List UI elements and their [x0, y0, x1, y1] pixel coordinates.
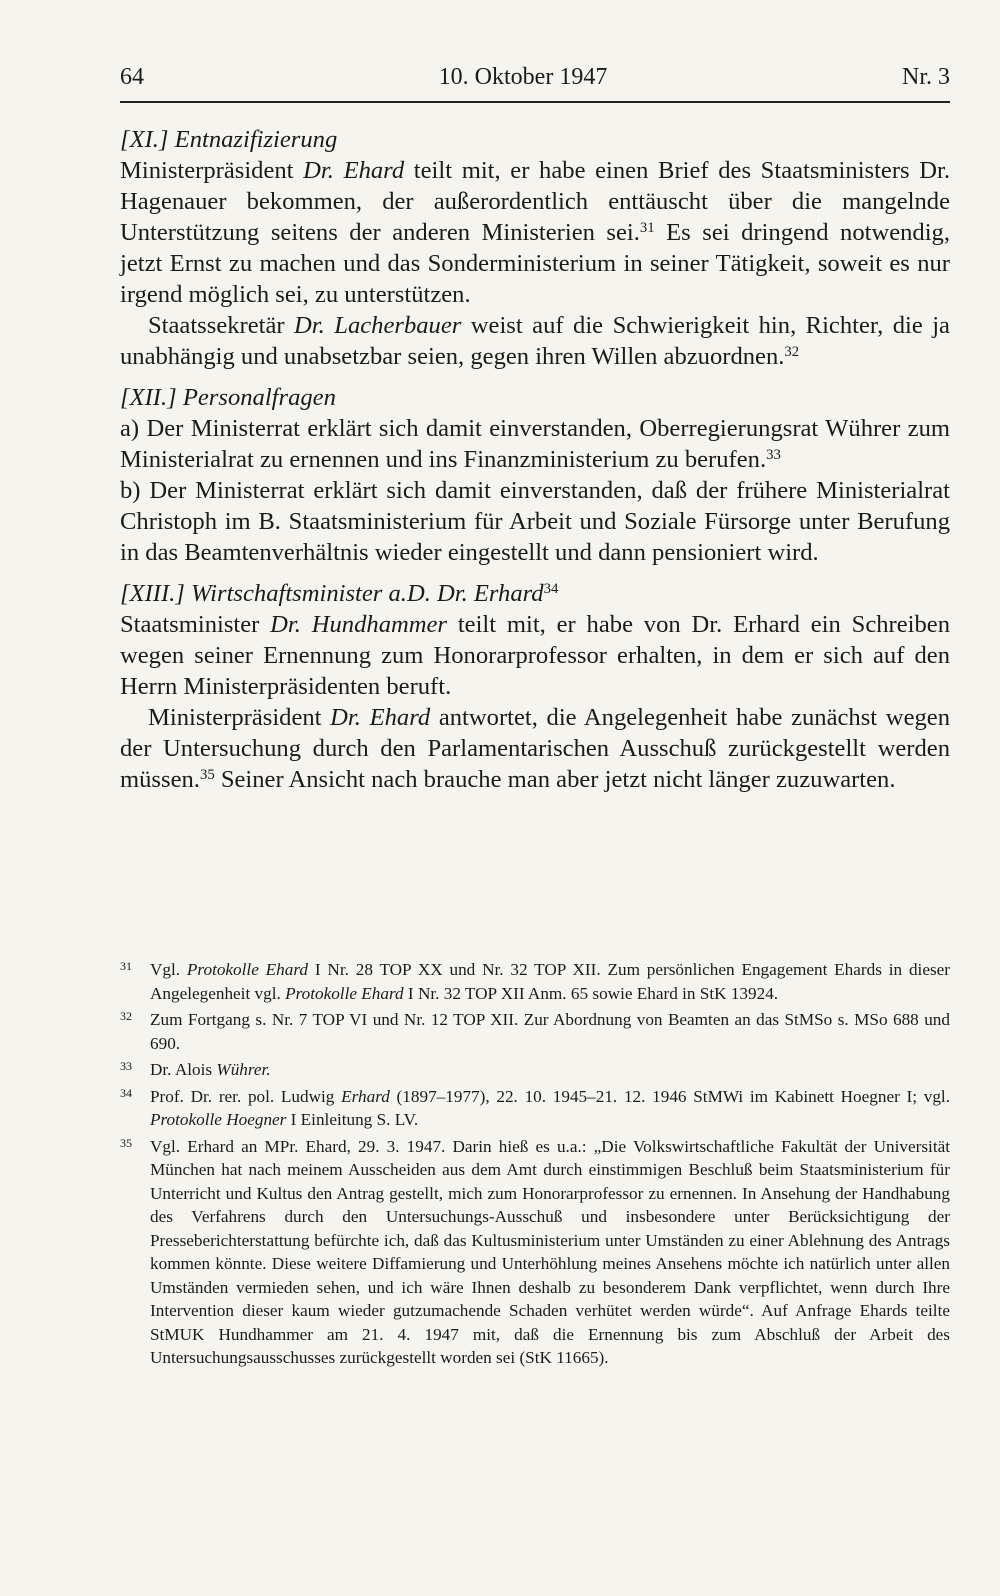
section-heading-xii [120, 382, 950, 413]
text-run: (1897–1977), 22. 10. 1945–21. 12. 1946 StMWi im Kabinett Hoegner I; vgl. [389, 1086, 951, 1106]
section-title: Wirtschaftsminister a.D. Dr. Erhard [191, 580, 544, 607]
text-run: I Einleitung S. LV. [286, 1110, 419, 1129]
paragraph [120, 702, 950, 795]
page-number: 64 [120, 64, 144, 90]
text-run: Es sei dringend notwendig, jetzt Ernst zu machen und das Sonderministerium in seiner Tätigkeit, soweit es nur irgend möglich sei, zu unterstützen. [120, 219, 950, 308]
footnote-32 [120, 1008, 950, 1055]
footnote-ref[interactable]: 35 [199, 766, 215, 783]
text-run: Staatsminister [120, 611, 271, 638]
text-run: teilt mit, er habe von Dr. Erhard ein Schreiben wegen seiner Ernennung zum Honorarprofessor erhalten, in dem er sich auf den Herrn Ministerpräsidenten beruft. [120, 611, 950, 700]
footnotes [120, 958, 950, 1373]
running-header [120, 62, 950, 92]
person-name: Wührer. [216, 1060, 271, 1079]
person-name: Dr. Ehard [303, 157, 405, 184]
text-run: weist auf die Schwierigkeit hin, Richter, die ja unabhängig und unabsetzbar seien, gegen ihren Willen abzuordnen. [120, 312, 950, 370]
footnote-number: 32 [120, 1009, 132, 1023]
text-run: I Nr. 32 TOP XII Anm. 65 sowie Ehard in StK 13924. [403, 983, 779, 1003]
citation-title: Protokolle Ehard [186, 960, 309, 979]
text-run: Seiner Ansicht nach brauche man aber jetzt nicht länger zuzuwarten. [214, 766, 896, 793]
footnote-number: 35 [120, 1135, 132, 1150]
citation-title: Protokolle Ehard [285, 983, 404, 1003]
text-run: Prof. Dr. rer. pol. Ludwig [150, 1086, 342, 1106]
text-run: antwortet, die Angelegenheit habe zunächst wegen der Untersuchung durch den Parlamentarischen Ausschuß zurückgestellt werden müssen. [120, 704, 950, 793]
section-heading-xi [120, 124, 950, 155]
footnote-number: 34 [120, 1085, 132, 1100]
text-run: I Nr. 28 TOP XX und Nr. 32 TOP XII. Zum persönlichen Engagement Ehards in dieser Angelegenheit vgl. [150, 960, 950, 1003]
footnote-31 [120, 958, 950, 1005]
footnote-number: 33 [120, 1059, 132, 1073]
section-label: [XIII.] [120, 580, 185, 607]
main-text [120, 124, 950, 795]
text-run: Staatssekretär [148, 312, 295, 339]
section-title: Entnazifizierung [174, 126, 338, 153]
section-title: Personalfragen [182, 384, 336, 411]
person-name: Erhard [341, 1086, 390, 1106]
section-label: [XI.] [120, 126, 169, 153]
text-run: a) Der Ministerrat erklärt sich damit einverstanden, Oberregierungsrat Wührer zum Ministerialrat zu ernennen und ins Finanzministerium zu berufen. [120, 415, 950, 473]
header-date: 10. Oktober 1947 [438, 64, 608, 90]
paragraph: b) Der Ministerrat erklärt sich damit einverstanden, daß der frühere Ministerialrat Christoph im B. Staatsministerium für Arbeit und Soziale Fürsorge unter Berufung in das Beamtenverhältnis wieder eingestellt und dann pensioniert wird. [120, 477, 950, 566]
section-heading-xiii [120, 578, 950, 609]
text-run: Vgl. Erhard an MPr. Ehard, 29. 3. 1947. Darin hieß es u.a.: „Die Volkswirtschaftliche Fakultät der Universität München hat nach meinem Ausscheiden aus dem Amt durch einstimmigen Beschluß beim Staatsministerium für Unterricht und Kultus den Antrag gestellt, mich zum Honorarprofessor zu ernennen. In Ansehung der Handhabung des Verfahrens durch den Untersuchungs-Ausschuß und insbesondere unter Berücksichtigung der Presseberichterstattung befürchte ich, daß das Kultusministerium unter Umständen zu einer Ablehnung des Antrags kommen könnte. Diese weitere Diffamierung und Unterhöhlung meines Ansehens möchte ich natürlich unter allen Umständen vermieden sehen, und ich wäre Ihnen deshalb zu besonderem Dank verpflichtet, wenn durch Ihre Intervention dieser kaum wieder gutzumachende Schaden verhütet werden würde“. Auf Anfrage Ehards teilte StMUK Hundhammer am 21. 4. 1947 mit, daß die Ernennung bis zum Abschluß der Arbeit des Untersuchungsausschusses zurückgestellt worden sei (StK 11665). [150, 1136, 950, 1367]
paragraph [120, 609, 950, 702]
footnote-ref[interactable]: 31 [639, 219, 655, 236]
person-name: Dr. Hundhammer [270, 611, 447, 638]
header-rule [120, 101, 950, 103]
footnote-ref[interactable]: 33 [766, 446, 781, 463]
text-run: Ministerpräsident [148, 704, 331, 731]
text-run: teilt mit, er habe einen Brief des Staatsministers Dr. Hagenauer bekommen, der außerordentlich enttäuscht über die mangelnde Unterstützung seitens der anderen Ministerien sei. [120, 157, 950, 246]
footnote-34 [120, 1085, 950, 1132]
paragraph [120, 310, 950, 372]
text-run: Zum Fortgang s. Nr. 7 TOP VI und Nr. 12 TOP XII. Zur Abordnung von Beamten an das StMSo s. MSo 688 und 690. [150, 1010, 950, 1053]
header-issue: Nr. 3 [902, 64, 950, 90]
text-run: Vgl. [150, 960, 187, 979]
section-label: [XII.] [120, 384, 177, 411]
footnote-33 [120, 1058, 950, 1082]
text-run: Dr. Alois [150, 1060, 217, 1079]
text-run: Ministerpräsident [120, 157, 304, 184]
paragraph [120, 155, 950, 310]
paragraph [120, 413, 950, 475]
footnote-ref[interactable]: 34 [543, 580, 559, 597]
footnote-number: 31 [120, 959, 132, 973]
person-name: Dr. Ehard [330, 704, 431, 731]
footnote-ref[interactable]: 32 [784, 343, 800, 360]
footnote-35 [120, 1135, 950, 1370]
citation-title: Protokolle Hoegner [150, 1110, 287, 1129]
person-name: Dr. Lacherbauer [294, 312, 462, 339]
